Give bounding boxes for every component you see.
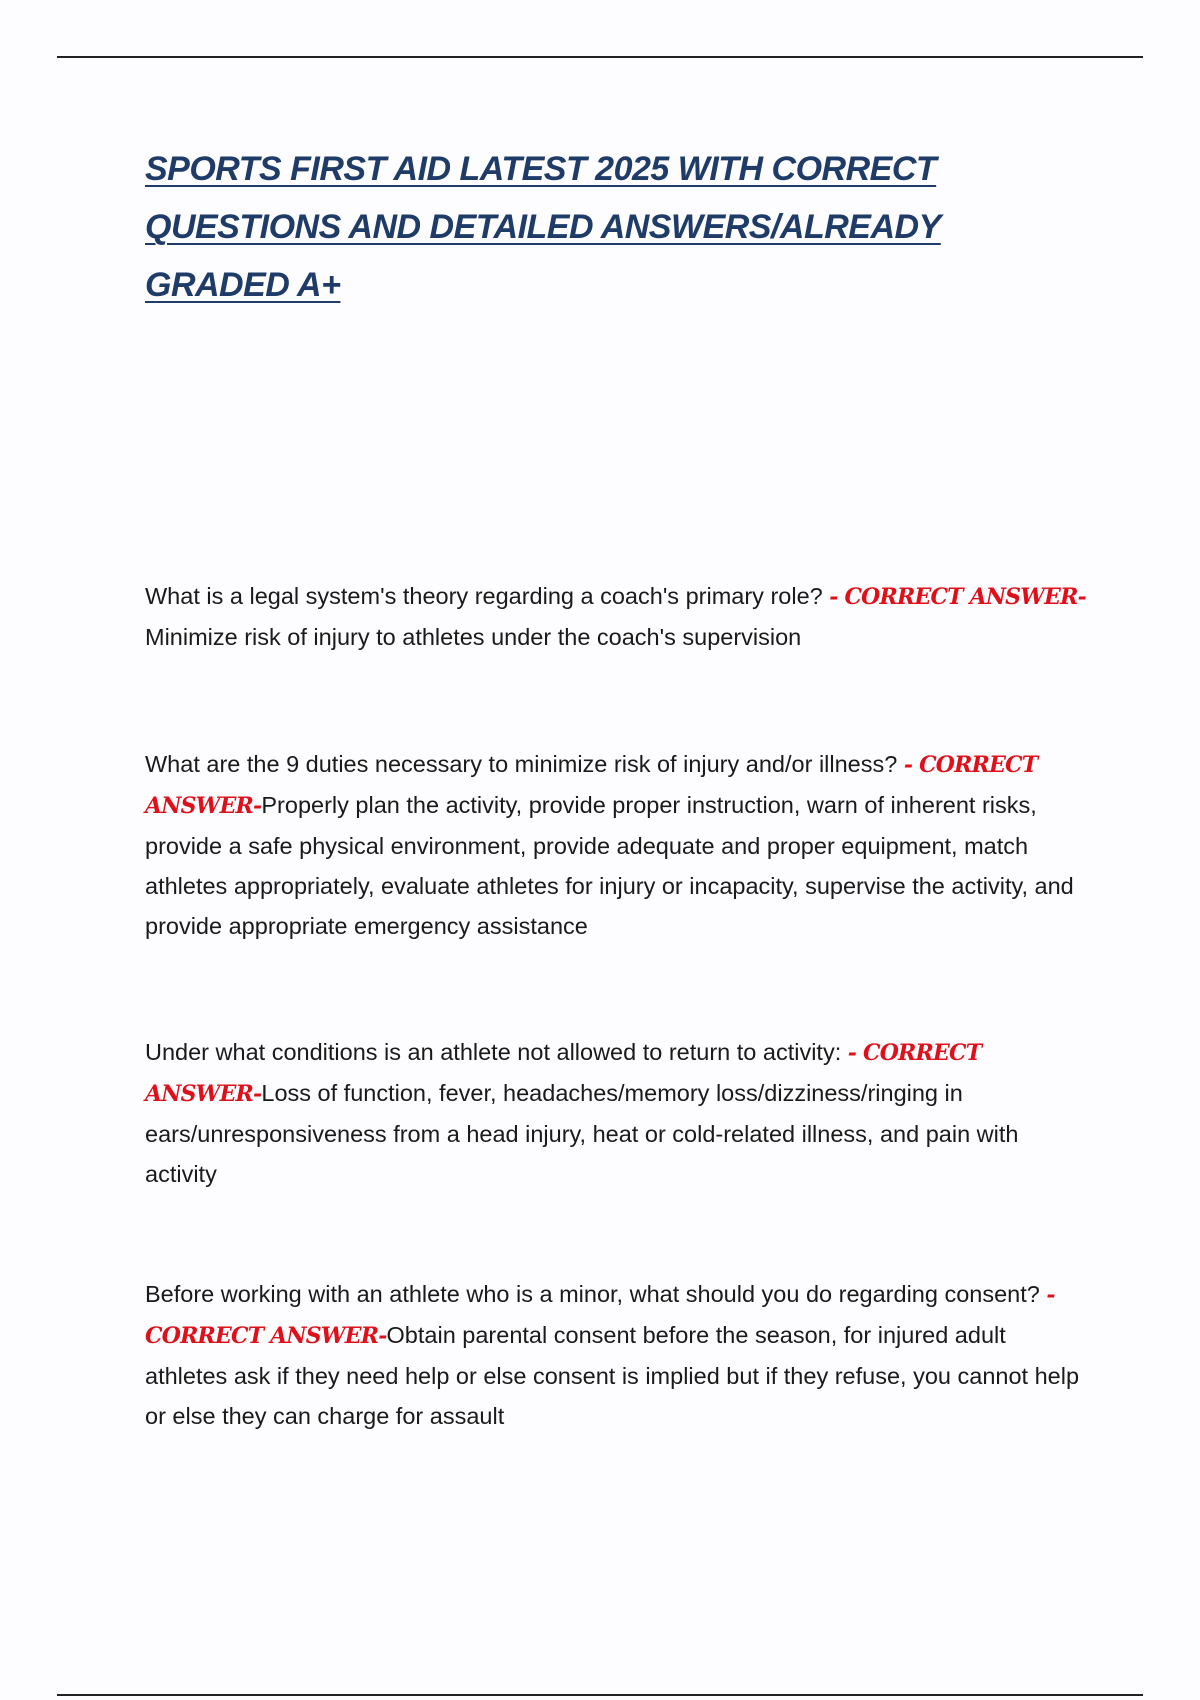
header-rule (57, 56, 1143, 58)
footer-rule (57, 1694, 1143, 1696)
qa-item (145, 1032, 1090, 1194)
correct-answer-tag: - CORRECT ANSWER- (145, 752, 1038, 819)
question-text: What is a legal system's theory regarding a coach's primary role? (145, 583, 830, 609)
correct-answer-tag: - CORRECT ANSWER- (145, 1040, 982, 1107)
qa-item (145, 576, 1090, 657)
answer-text: Loss of function, fever, headaches/memory loss/dizziness/ringing in ears/unresponsiveness from a head injury, heat or cold-related illness, and pain with activity (145, 1080, 1019, 1187)
answer-text: Minimize risk of injury to athletes under the coach's supervision (145, 624, 802, 650)
answer-text: Obtain parental consent before the season, for injured adult athletes ask if they need help or else consent is implied but if they refuse, you cannot help or else they can charge for assault (145, 1322, 1080, 1429)
document-title: SPORTS FIRST AID LATEST 2025 WITH CORRECT QUESTIONS AND DETAILED ANSWERS/ALREADY GRADED A+ (145, 150, 941, 304)
correct-answer-tag: - CORRECT ANSWER- (145, 1282, 1055, 1349)
correct-answer-tag: - CORRECT ANSWER- (829, 584, 1086, 610)
qa-item (145, 744, 1090, 946)
question-text: What are the 9 duties necessary to minimize risk of injury and/or illness? (145, 751, 904, 777)
question-text: Before working with an athlete who is a minor, what should you do regarding consent? (145, 1281, 1047, 1307)
answer-text: Properly plan the activity, provide proper instruction, warn of inherent risks, provide a safe physical environment, provide adequate and proper equipment, match athletes appropriately, evaluate athletes for injury or incapacity, supervise the activity, and provide appropriate emergency assistance (145, 792, 1074, 939)
question-text: Under what conditions is an athlete not allowed to return to activity: (145, 1039, 848, 1065)
qa-item (145, 1274, 1090, 1436)
